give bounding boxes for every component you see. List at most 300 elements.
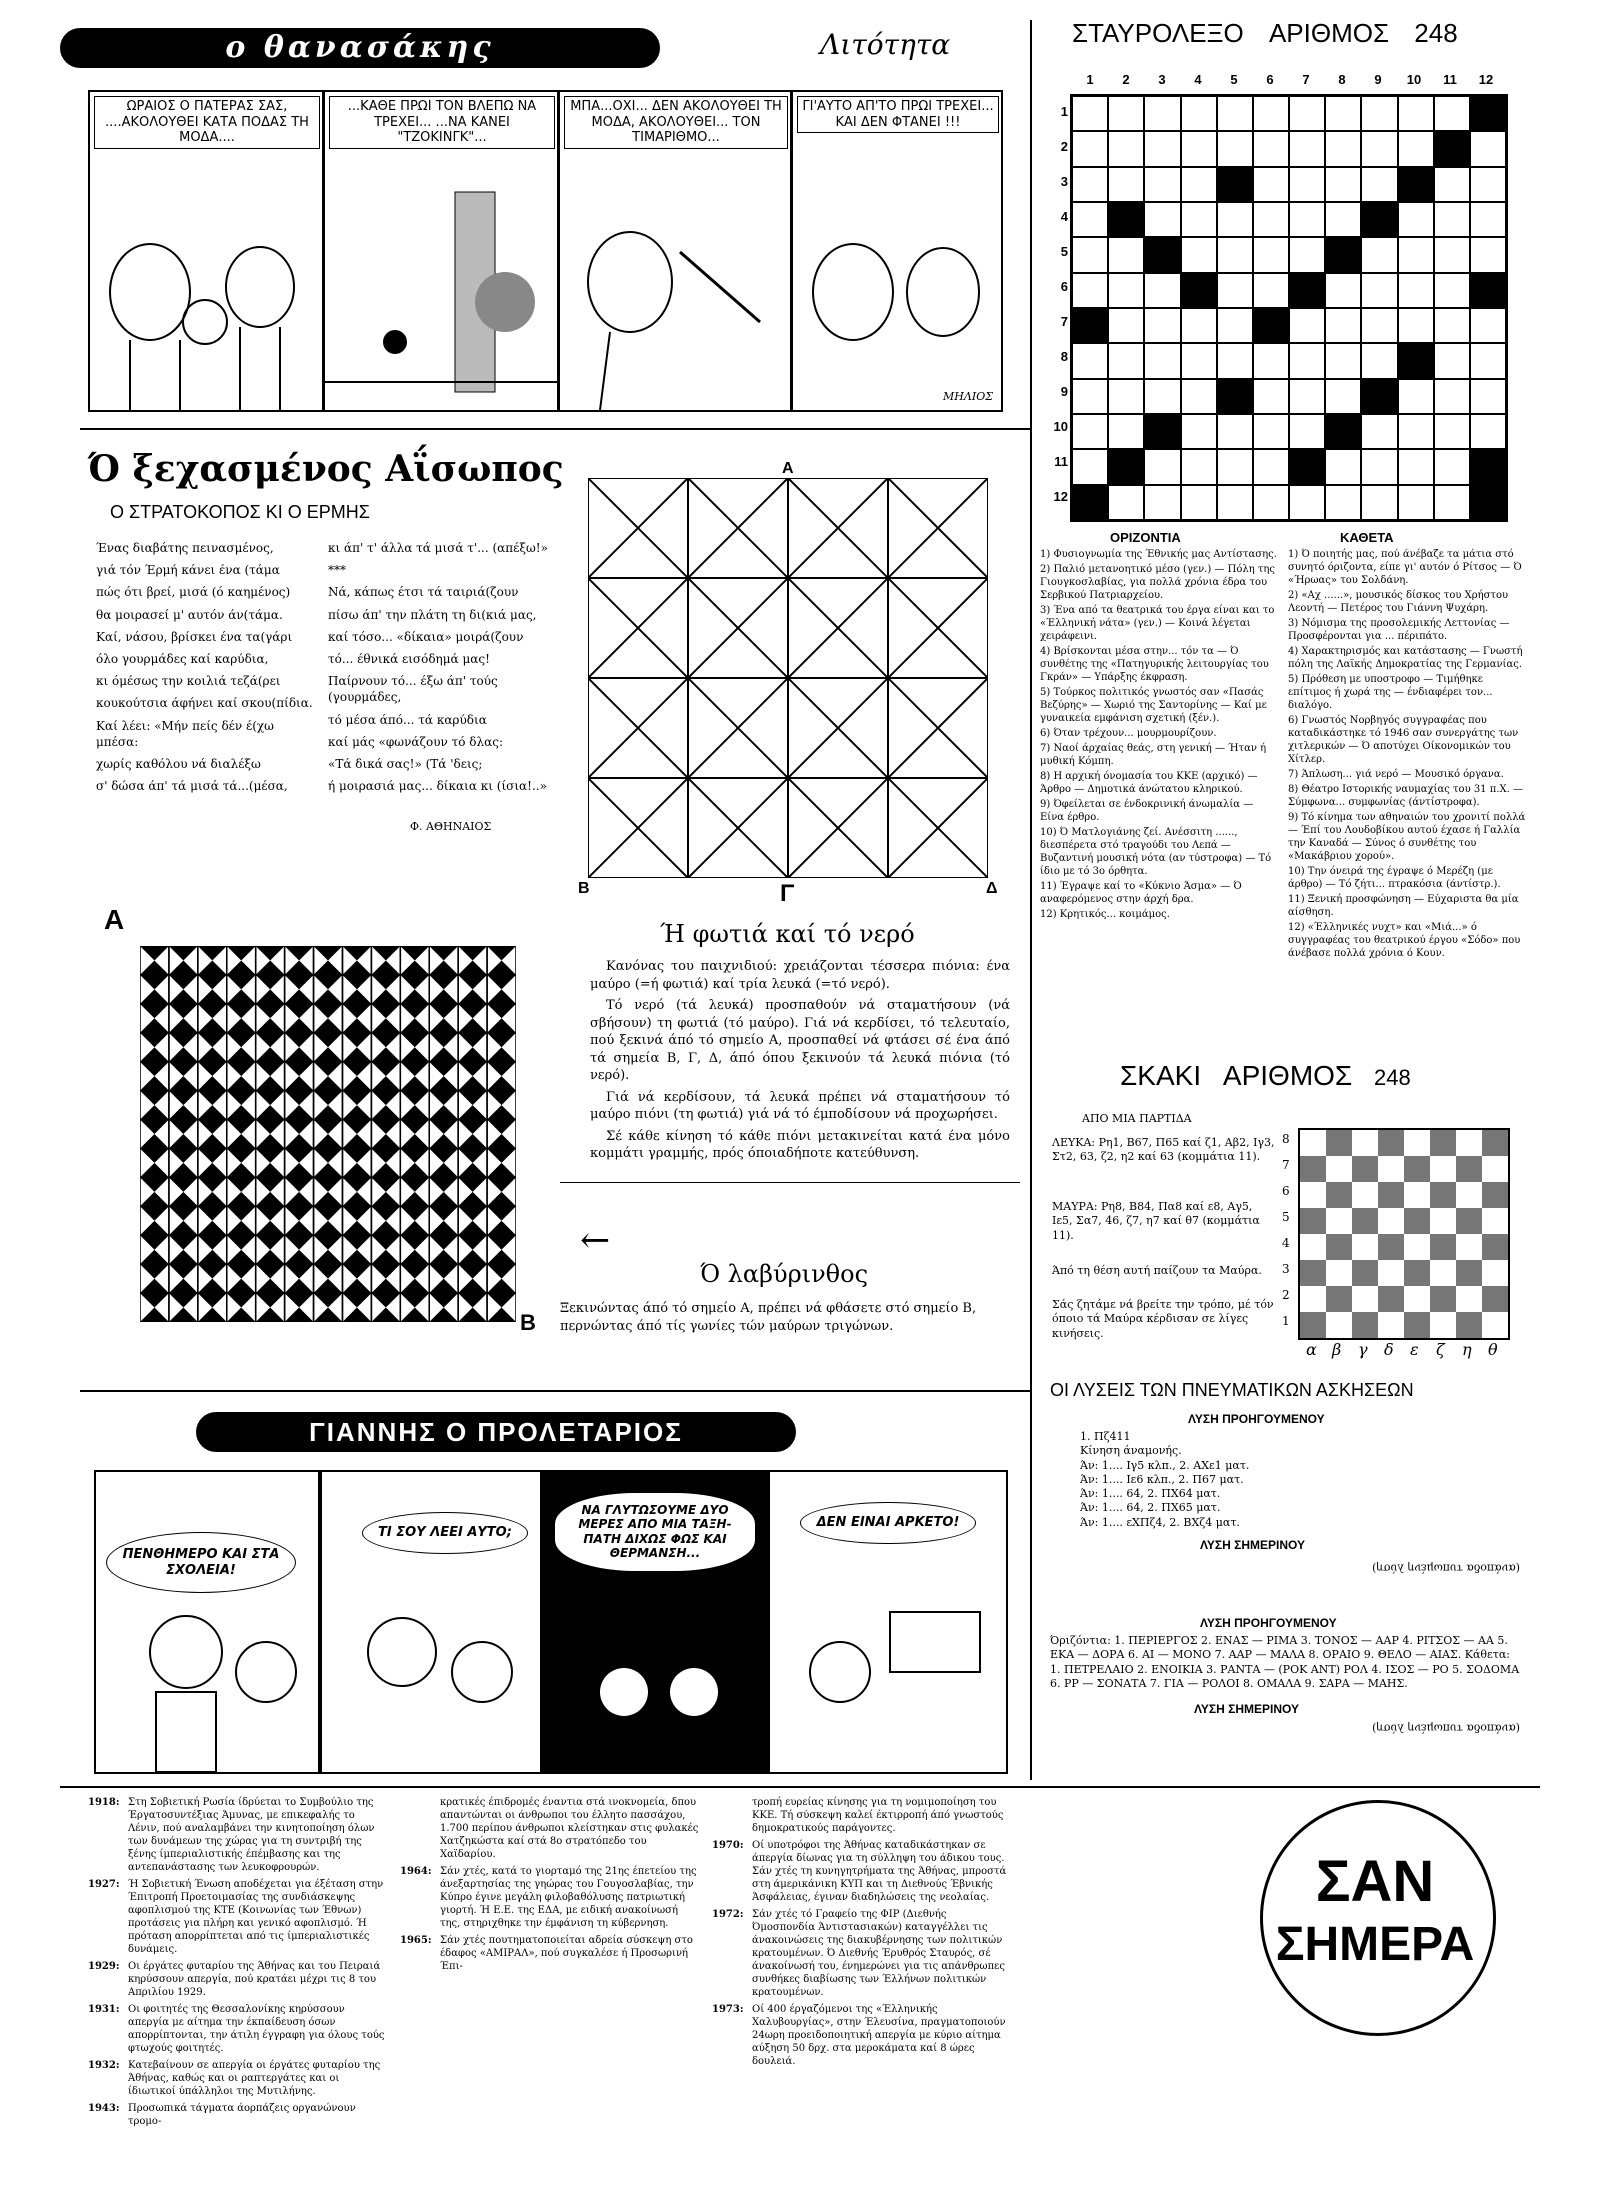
labyrinth-cell <box>227 1004 256 1033</box>
crossword-cell <box>1361 96 1397 131</box>
crossword-cell <box>1434 308 1470 343</box>
crossword-col-number: 6 <box>1266 72 1274 87</box>
chess-rank-label: 3 <box>1282 1262 1290 1276</box>
labyrinth-cell <box>458 1033 487 1062</box>
chess-white: ΛΕΥΚΑ: Ρη1, Β67, Π65 καί ζ1, Αβ2, Ιγ3, Στ2, 63, ζ2, η2 καί 63 (κομμάτια 11). <box>1052 1136 1275 1164</box>
chess-square <box>1456 1156 1482 1182</box>
chess-file-label: β <box>1332 1340 1342 1359</box>
labyrinth-cell <box>169 1091 198 1120</box>
history-text: Οί 400 έργαζόμενοι της «Έλληνικής Χαλυβουργίας», στην Έλευσίνα, πραγματοποιούν 24ωρη προειδοποιητική απεργία με κύριο αίτημα αύξηση 50 δρχ. στα μεροκάματα καί 8 ώρες δουλειά. <box>752 2004 1006 2067</box>
fire-water-title: Ή φωτιά καί τό νερό <box>660 920 915 948</box>
crossword-cell <box>1470 449 1506 484</box>
labyrinth-triangle <box>342 1004 371 1033</box>
labyrinth-cell <box>487 1033 516 1062</box>
artist-signature: ΜΗΛΙΟΣ <box>943 389 993 403</box>
chess-move: Άπό τη θέση αυτή παίζουν τα Μαύρα. <box>1052 1264 1262 1277</box>
crossword-cell <box>1325 414 1361 449</box>
crossword-cell <box>1181 202 1217 237</box>
labyrinth-triangle <box>342 1206 371 1235</box>
crossword-column-numbers <box>1072 72 1504 92</box>
labyrinth-cell <box>429 975 458 1004</box>
crossword-cell <box>1144 202 1180 237</box>
crossword-cell <box>1434 343 1470 378</box>
labyrinth-triangle <box>169 1293 198 1322</box>
history-column-2 <box>400 1796 700 1977</box>
solution-line: Άν: 1.... 64, 2. ΠΧ64 ματ. <box>1080 1487 1221 1501</box>
crossword-cell <box>1108 167 1144 202</box>
crossword-cell <box>1361 202 1397 237</box>
labyrinth-cell <box>458 1206 487 1235</box>
history-year: 1964: <box>400 1866 432 1877</box>
fire-water-board <box>588 478 988 878</box>
history-year <box>712 1796 752 1835</box>
labyrinth-cell <box>314 946 343 975</box>
labyrinth-cell <box>314 1206 343 1235</box>
labyrinth-cell <box>227 946 256 975</box>
labyrinth-cell <box>342 1091 371 1120</box>
crossword-cell <box>1361 167 1397 202</box>
labyrinth-triangle <box>458 1177 487 1206</box>
labyrinth-cell <box>458 1120 487 1149</box>
history-entry <box>88 1960 388 1999</box>
labyrinth-triangle <box>285 1264 314 1293</box>
poem-line: Καί λέει: «Μήν πείς δέν έ(χω μπέσα: <box>96 718 274 749</box>
labyrinth-triangle <box>256 1062 285 1091</box>
crossword-cell <box>1072 131 1108 166</box>
crossword-cell <box>1181 414 1217 449</box>
chess-square <box>1482 1312 1508 1338</box>
labyrinth-triangle <box>400 1091 429 1120</box>
labyrinth-triangle <box>487 1293 516 1322</box>
poem-line: καί μάς «φωνάζουν τό δλας: <box>328 734 503 749</box>
crossword-cell <box>1398 414 1434 449</box>
labyrinth-triangle <box>487 1235 516 1264</box>
labyrinth-triangle <box>400 975 429 1004</box>
board-label-d: Δ <box>986 880 998 897</box>
chess-square <box>1404 1156 1430 1182</box>
labyrinth-cell <box>198 1264 227 1293</box>
labyrinth-cell <box>400 1120 429 1149</box>
crossword-cell <box>1217 237 1253 272</box>
labyrinth-triangle <box>400 1177 429 1206</box>
labyrinth-cell <box>400 1206 429 1235</box>
labyrinth-triangle <box>371 946 400 975</box>
labyrinth-cell <box>140 1004 169 1033</box>
labyrinth-cell <box>487 1206 516 1235</box>
chess-number: 248 <box>1374 1065 1411 1090</box>
labyrinth-triangle <box>169 1177 198 1206</box>
labyrinth-triangle <box>429 1091 458 1120</box>
labyrinth-cell <box>342 1235 371 1264</box>
poem-line: ή μοιρασιά μας... δίκαια κι (ίσια!..» <box>328 779 547 794</box>
labyrinth-cell <box>198 1120 227 1149</box>
labyrinth-cell <box>371 1177 400 1206</box>
crossword-cell <box>1108 237 1144 272</box>
crossword-cell <box>1253 237 1289 272</box>
crossword-cell <box>1470 485 1506 520</box>
labyrinth-cell <box>314 1293 343 1322</box>
crossword-cell <box>1253 273 1289 308</box>
labyrinth-triangle <box>342 1177 371 1206</box>
labyrinth-triangle <box>285 1091 314 1120</box>
labyrinth-triangle <box>169 1033 198 1062</box>
labyrinth-cell <box>342 1062 371 1091</box>
labyrinth-cell <box>169 1062 198 1091</box>
labyrinth-cell <box>487 1091 516 1120</box>
crossword-cell <box>1289 96 1325 131</box>
divider-line <box>560 1182 1020 1183</box>
crossword-cell <box>1217 167 1253 202</box>
crossword-cell <box>1072 449 1108 484</box>
solutions-prev-cross: Όριζόντια: 1. ΠΕΡΙΕΡΓΟΣ 2. ΕΝΑΣ — ΡΙΜΑ 3. ΤΟΝΟΣ — ΑΑΡ 4. ΡΙΤΣΟΣ — ΑΑ 5. ΕΚΑ — ΔΟΡΑ 6. ΑΙ — ΜΟΝΟ 7. ΑΑΡ — ΜΑΛΑ 8. ΟΡΑΙΟ 9. ΘΕΛΟ — ΑΙΑΣ. Κάθετα: 1. ΠΕΤΡΕΛΑΙΟ 2. ΕΝΟΙΚΙΑ 3. ΡΑΝΤΑ — (ΡΟΚ ΑΝΤ) ΡΟΛ 4. ΙΣΟΣ — ΡΟ 5. ΣΟΔΟΜΑ 6. ΡΡ — ΣΟΝΑΤΑ 7. ΓΙΑ — ΡΟΛΟΙ 8. ΟΜΑΛΑ 9. ΣΑΡΑ — ΜΑΗΣ. <box>1050 1634 1520 1690</box>
crossword-cell <box>1144 449 1180 484</box>
labyrinth-triangle <box>314 1264 343 1293</box>
labyrinth-triangle <box>400 1206 429 1235</box>
labyrinth-triangle <box>140 1033 169 1062</box>
labyrinth-cell <box>342 946 371 975</box>
labyrinth-triangle <box>487 1062 516 1091</box>
labyrinth-cell <box>371 946 400 975</box>
labyrinth-triangle <box>487 1177 516 1206</box>
labyrinth-triangle <box>198 1120 227 1149</box>
crossword-cell <box>1253 379 1289 414</box>
down-title: ΚΑΘΕΤΑ <box>1340 530 1394 545</box>
crossword-cell <box>1217 308 1253 343</box>
chess-square <box>1300 1130 1326 1156</box>
down-clue: 7) Άπλωση... γιά νερό — Μουσικό όργανα. <box>1288 769 1504 780</box>
chess-title-text: ΣΚΑΚΙ <box>1120 1060 1202 1091</box>
crossword-cell <box>1289 131 1325 166</box>
labyrinth-cell <box>198 1004 227 1033</box>
labyrinth-triangle <box>400 1062 429 1091</box>
labyrinth-cell <box>285 1235 314 1264</box>
thanasakis-title: ο θανασάκης <box>225 30 495 65</box>
labyrinth-triangle <box>400 1235 429 1264</box>
labyrinth-triangle <box>458 946 487 975</box>
labyrinth-triangle <box>314 946 343 975</box>
labyrinth-triangle <box>140 946 169 975</box>
labyrinth-triangle <box>256 1033 285 1062</box>
labyrinth-triangle <box>314 1004 343 1033</box>
cartoon-figures-illustration <box>96 1472 318 1772</box>
chess-square <box>1352 1312 1378 1338</box>
chess-rank-label: 7 <box>1282 1158 1290 1172</box>
chess-rank-labels <box>1282 1128 1296 1336</box>
labyrinth-triangle <box>487 1091 516 1120</box>
labyrinth-triangle <box>285 1206 314 1235</box>
history-year: 1927: <box>88 1879 120 1890</box>
history-text: τροπή ευρείας κίνησης για τη νομιμοποίηση του ΚΚΕ. Τή σύσκεψη καλεί έκτιρροπή άπό γνωστούς δημοκρατικούς παράγοντες. <box>752 1797 1004 1834</box>
labyrinth-triangle <box>256 1148 285 1177</box>
labyrinth-triangle <box>227 1177 256 1206</box>
across-clue: 7) Ναοί άρχαίας θεάς, στη γενική — Ήταν ή μυθική Κόμπη. <box>1040 743 1267 767</box>
history-divider <box>60 1786 1540 1788</box>
across-clue: 2) Παλιό μετανοητικό μέσο (γεν.) — Πόλη της Γιουγκοσλαβίας, για πολλά χρόνια έδρα του Σερβικού Πατριαρχείου. <box>1040 564 1275 601</box>
solutions-prev-title-2: ΛΥΣΗ ΠΡΟΗΓΟΥΜΕΝΟΥ <box>1200 1616 1337 1630</box>
crossword-cell <box>1144 273 1180 308</box>
crossword-cell <box>1361 485 1397 520</box>
labyrinth-triangle <box>198 946 227 975</box>
chess-subtitle: ΑΠΟ ΜΙΑ ΠΑΡΤΙΔΑ <box>1082 1112 1192 1125</box>
crossword-cell <box>1361 343 1397 378</box>
labyrinth-triangle <box>285 1148 314 1177</box>
crossword-cell <box>1072 96 1108 131</box>
labyrinth-cell <box>458 1177 487 1206</box>
labyrinth-cell <box>342 1177 371 1206</box>
crossword-col-number: 5 <box>1230 72 1238 87</box>
labyrinth-cell <box>400 1062 429 1091</box>
labyrinth-cell <box>198 1293 227 1322</box>
chess-square <box>1404 1260 1430 1286</box>
labyrinth-cell <box>487 1293 516 1322</box>
chess-square <box>1352 1208 1378 1234</box>
labyrinth-triangle <box>314 1206 343 1235</box>
labyrinth-triangle <box>342 1062 371 1091</box>
labyrinth-triangle <box>140 1293 169 1322</box>
labyrinth-cell <box>371 1033 400 1062</box>
crossword-cell <box>1144 379 1180 414</box>
labyrinth-cell <box>342 1293 371 1322</box>
aesop-title: Ό ξεχασμένος Αΐσωπος <box>88 448 564 490</box>
labyrinth-cell <box>371 1091 400 1120</box>
chess-square <box>1404 1312 1430 1338</box>
speech-bubble: ΔΕΝ ΕΙΝΑΙ ΑΡΚΕΤΟ! <box>800 1502 976 1544</box>
crossword-col-number: 12 <box>1478 72 1494 87</box>
history-column-3 <box>712 1796 1012 2072</box>
labyrinth-cell <box>140 1120 169 1149</box>
crossword-cell <box>1108 449 1144 484</box>
chess-square <box>1378 1156 1404 1182</box>
labyrinth-triangle <box>169 1091 198 1120</box>
labyrinth-cell <box>285 1033 314 1062</box>
labyrinth-cell <box>487 1177 516 1206</box>
crossword-cell <box>1181 379 1217 414</box>
crossword-cell <box>1144 131 1180 166</box>
crossword-label: ΑΡΙΘΜΟΣ <box>1268 18 1390 48</box>
chess-square <box>1300 1182 1326 1208</box>
labyrinth-cell <box>285 975 314 1004</box>
crossword-cell <box>1289 167 1325 202</box>
crossword-row-numbers <box>1044 96 1068 518</box>
thanasakis-panel-1 <box>88 90 324 412</box>
crossword-cell <box>1434 96 1470 131</box>
crossword-cell <box>1072 237 1108 272</box>
labyrinth-cell <box>400 1004 429 1033</box>
history-entry <box>712 2003 1012 2068</box>
chess-file-label: ζ <box>1436 1340 1445 1359</box>
crossword-cell <box>1253 131 1289 166</box>
chess-square <box>1456 1286 1482 1312</box>
history-entry <box>88 2003 388 2055</box>
labyrinth-triangle <box>458 1264 487 1293</box>
poem-line: τό... έθνικά εισόδημά μας! <box>328 651 490 666</box>
crossword-cell <box>1289 414 1325 449</box>
labyrinth-cell <box>429 1264 458 1293</box>
poem-line: γιά τόν Έρμή κάνει ένα (τάμα <box>96 563 280 578</box>
labyrinth-cell <box>256 946 285 975</box>
chess-square <box>1352 1130 1378 1156</box>
labyrinth-cell <box>227 1293 256 1322</box>
labyrinth-triangle <box>342 1120 371 1149</box>
labyrinth-triangle <box>429 1148 458 1177</box>
labyrinth-cell <box>169 1177 198 1206</box>
crossword-col-number: 3 <box>1158 72 1166 87</box>
labyrinth-triangle <box>140 1148 169 1177</box>
labyrinth-triangle <box>371 1091 400 1120</box>
crossword-cell <box>1217 414 1253 449</box>
labyrinth-triangle <box>285 1293 314 1322</box>
crossword-cell <box>1398 273 1434 308</box>
crossword-cell <box>1181 485 1217 520</box>
chess-square <box>1430 1182 1456 1208</box>
crossword-cell <box>1072 167 1108 202</box>
thanasakis-panel-2 <box>323 90 559 412</box>
chess-title <box>1120 1060 1411 1092</box>
history-year: 1943: <box>88 2103 120 2114</box>
crossword-cell <box>1144 343 1180 378</box>
labyrinth-cell <box>342 1148 371 1177</box>
labyrinth-cell <box>487 946 516 975</box>
labyrinth-cell <box>256 1004 285 1033</box>
crossword-row-number: 6 <box>1060 279 1068 294</box>
history-entry <box>88 2059 388 2098</box>
crossword-cell <box>1434 414 1470 449</box>
labyrinth-cell <box>227 975 256 1004</box>
rule-paragraph: Γιά νά κερδίσουν, τά λευκά πρέπει νά σταματήσουν τό μαύρο πιόνι (τη φωτιά) γιά νά τό έμποδίσουν νά προχωρήσει. <box>590 1089 1010 1123</box>
chess-square <box>1378 1234 1404 1260</box>
labyrinth-cell <box>169 1235 198 1264</box>
labyrinth-triangle <box>285 1177 314 1206</box>
labyrinth-triangle <box>198 1235 227 1264</box>
labyrinth-triangle <box>198 1091 227 1120</box>
labyrinth-cell <box>140 1148 169 1177</box>
labyrinth-triangle <box>487 975 516 1004</box>
crossword-cell <box>1217 273 1253 308</box>
history-entry <box>400 1796 700 1861</box>
labyrinth-triangle <box>256 1293 285 1322</box>
crossword-title <box>1072 18 1458 49</box>
chess-square <box>1378 1286 1404 1312</box>
labyrinth-cell <box>342 1206 371 1235</box>
crossword-row-number: 2 <box>1060 139 1068 154</box>
labyrinth-triangle <box>314 1148 343 1177</box>
poem-line: «Τά δικά σας!» (Τά 'δεις; <box>328 756 483 771</box>
crossword-cell <box>1470 273 1506 308</box>
labyrinth-triangle <box>140 1091 169 1120</box>
labyrinth-cell <box>198 1148 227 1177</box>
labyrinth-triangle <box>256 975 285 1004</box>
labyrinth-cell <box>400 1177 429 1206</box>
crossword-cell <box>1217 131 1253 166</box>
labyrinth-triangle <box>314 1033 343 1062</box>
labyrinth-cell <box>169 1206 198 1235</box>
speech-bubble: ΓΙ'ΑΥΤΟ ΑΠ'ΤΟ ΠΡΩΙ ΤΡΕΧΕΙ... ΚΑΙ ΔΕΝ ΦΤΑΝΕΙ !!! <box>797 96 999 133</box>
poem-line: χωρίς καθόλου νά διαλέξω <box>96 756 261 771</box>
down-clue: 10) Την όνειρά της έγραψε ό Μερέζη (με άρθρο) — Τό ζήτι... πτρακόσια (άντίστρ.). <box>1288 866 1501 890</box>
chess-square <box>1300 1156 1326 1182</box>
down-clue: 6) Γνωστός Νορβηγός συγγραφέας που καταδικάστηκε τό 1946 σαν συνεργάτης των χιτλερικών — Ό αποτύχει Οίκονομικών του Χίτλερ. <box>1288 715 1519 765</box>
labyrinth-cell <box>140 1264 169 1293</box>
labyrinth-triangle <box>227 1033 256 1062</box>
chess-square <box>1352 1182 1378 1208</box>
labyrinth-triangle <box>400 1293 429 1322</box>
labyrinth-cell <box>140 1235 169 1264</box>
chess-square <box>1482 1208 1508 1234</box>
labyrinth-triangle <box>342 1293 371 1322</box>
san-simera-line-2: ΣΗΜΕΡΑ <box>1275 1918 1475 1971</box>
solutions-today-title: ΛΥΣΗ ΣΗΜΕΡΙΝΟΥ <box>1200 1538 1305 1552</box>
aesop-right-column <box>328 540 548 800</box>
crossword-cell <box>1398 343 1434 378</box>
speech-bubble: ΜΠΑ...ΟΧΙ... ΔΕΝ ΑΚΟΛΟΥΘΕΙ ΤΗ ΜΟΔΑ, ΑΚΟΛΟΥΘΕΙ... ΤΟΝ ΤΙΜΑΡΙΘΜΟ... <box>564 96 788 149</box>
crossword-cell <box>1434 449 1470 484</box>
crossword-cell <box>1253 485 1289 520</box>
crossword-cell <box>1253 202 1289 237</box>
across-clue: 12) Κρητικός... κοιμάμος. <box>1040 909 1170 920</box>
down-clue: 5) Πρόθεση με υποστροφο — Τιμήθηκε επίτιμος ή χωρά της — ένδιαφέρει τον... διαλόγο. <box>1288 674 1493 711</box>
crossword-cell <box>1325 202 1361 237</box>
labyrinth-triangle <box>458 1004 487 1033</box>
labyrinth-cell <box>227 1206 256 1235</box>
labyrinth-triangle <box>256 1091 285 1120</box>
fire-water-rules <box>590 958 1010 1167</box>
labyrinth-cell <box>487 1148 516 1177</box>
labyrinth-cell <box>458 1091 487 1120</box>
board-label-b: Β <box>578 880 590 897</box>
labyrinth-triangle <box>371 1235 400 1264</box>
labyrinth-cell <box>227 1264 256 1293</box>
divider-line <box>80 1390 1030 1392</box>
labyrinth-cell <box>371 1206 400 1235</box>
labyrinth-triangle <box>371 1062 400 1091</box>
poem-line: τό μέσα άπό... τά καρύδια <box>328 712 487 727</box>
crossword-cell <box>1325 167 1361 202</box>
labyrinth-cell <box>429 1235 458 1264</box>
poem-line: όλο γουρμάδες καί καρύδια, <box>96 651 269 666</box>
labyrinth-triangle <box>487 1120 516 1149</box>
labyrinth-triangle <box>140 1177 169 1206</box>
labyrinth-triangle <box>227 1264 256 1293</box>
chess-square <box>1430 1130 1456 1156</box>
history-text: Σάν χτές τό Γραφείο της ΦΙΡ (Διεθνής Όμοσπονδία Άντιστασιακών) καταγγέλλει τις άνακοινώσεις της διακυβέρνησης των πολιτικών κρατουμένων. Ό Διεθνής Έρυθρός Σταυρός, σέ άνακοίνωσή του, ένημερώνει για τις απάνθρωπες συνθήκες διαβίωσης των Έλλήνων πολιτικών κρατουμένων. <box>752 1909 1005 1998</box>
labyrinth-cell <box>140 1033 169 1062</box>
down-clue: 12) «Έλληνικές νυχτ» και «Μιά...» ό συγγραφέας του θεατρικού έργου «Σόδο» που άνέβασε πολλά χρόνια ό Κουν. <box>1288 922 1521 959</box>
labyrinth-triangle <box>458 1120 487 1149</box>
history-entry <box>88 2102 388 2128</box>
crossword-cell <box>1144 237 1180 272</box>
labyrinth-triangle <box>429 1177 458 1206</box>
labyrinth-cell <box>371 1120 400 1149</box>
labyrinth-cell <box>342 1033 371 1062</box>
crossword-row-number: 9 <box>1060 384 1068 399</box>
crossword-col-number: 1 <box>1086 72 1094 87</box>
labyrinth-triangle <box>371 1206 400 1235</box>
history-text: κρατικές έπιδρομές έναντια στά ινοκνομεία, δπου απαντώνται οι άνθρωποι του έλλητο πασσάχου, 1.700 περίπου άνθρωποι κλείστηκαν στις φυλακές Χατζηκώστα καί στά 8ο στρατόπεδο του Χαϊδαρίου. <box>440 1797 699 1860</box>
labyrinth-triangle <box>429 1004 458 1033</box>
crossword-cell <box>1470 167 1506 202</box>
labyrinth-cell <box>140 1091 169 1120</box>
labyrinth-triangle <box>487 1004 516 1033</box>
labyrinth-triangle <box>285 975 314 1004</box>
crossword-cell <box>1181 343 1217 378</box>
crossword-cell <box>1217 96 1253 131</box>
crossword-cell <box>1434 167 1470 202</box>
chess-rank-label: 8 <box>1282 1132 1290 1146</box>
labyrinth-triangle <box>371 1033 400 1062</box>
crossword-cell <box>1108 343 1144 378</box>
labyrinth-triangle <box>227 1148 256 1177</box>
crossword-cell <box>1253 414 1289 449</box>
